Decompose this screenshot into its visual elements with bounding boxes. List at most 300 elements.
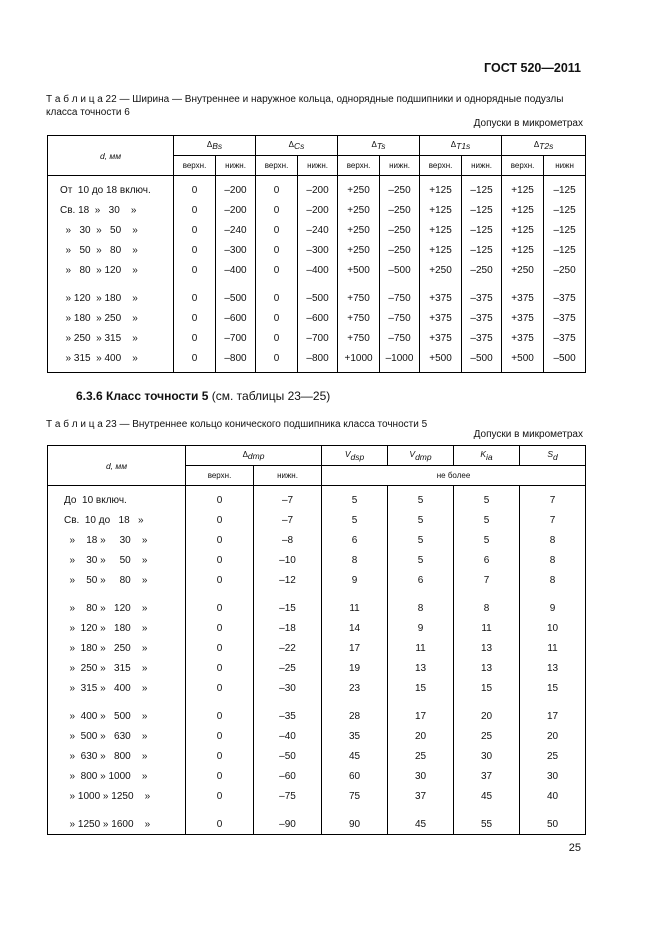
value-cell: 0 (186, 706, 254, 726)
size-range-cell: » 315 » 400 » (48, 678, 186, 698)
table-row (48, 200, 586, 220)
size-range-cell: » 18 » 30 » (48, 530, 186, 550)
table-23 (47, 445, 586, 835)
value-cell: 30 (454, 746, 520, 766)
spacer-cell (454, 698, 520, 706)
value-cell: –375 (462, 328, 502, 348)
spacer-cell (186, 698, 254, 706)
spacer-cell (388, 806, 454, 814)
value-cell: –375 (544, 288, 586, 308)
value-cell: 8 (520, 570, 586, 590)
table-row (48, 288, 586, 308)
value-cell: –75 (254, 786, 322, 806)
value-cell: 0 (186, 510, 254, 530)
table-row (48, 766, 586, 786)
sub-header: нижн (544, 156, 586, 176)
value-cell: –30 (254, 678, 322, 698)
value-cell: 5 (388, 510, 454, 530)
value-cell: +125 (502, 240, 544, 260)
value-cell: 5 (454, 530, 520, 550)
sub-header: нижн. (216, 156, 256, 176)
table-row (48, 570, 586, 590)
value-cell: –500 (298, 288, 338, 308)
size-range-cell: » 180 » 250 » (48, 638, 186, 658)
value-cell: +250 (338, 176, 380, 201)
value-cell: 0 (174, 240, 216, 260)
value-cell: 0 (256, 240, 298, 260)
table-row (48, 814, 586, 835)
value-cell: +375 (502, 328, 544, 348)
value-cell: 6 (454, 550, 520, 570)
spacer-cell (454, 590, 520, 598)
value-cell: –12 (254, 570, 322, 590)
value-cell: –375 (462, 288, 502, 308)
value-cell: 0 (256, 260, 298, 280)
value-cell: +250 (502, 260, 544, 280)
value-cell: –1000 (380, 348, 420, 373)
value-cell: –7 (254, 510, 322, 530)
table-row (48, 598, 586, 618)
spacer-cell (216, 280, 256, 288)
header-delta-t1s: $\Delta_{T1s}$ (420, 136, 502, 156)
value-cell: 0 (174, 328, 216, 348)
value-cell: –700 (216, 328, 256, 348)
value-cell: 45 (388, 814, 454, 835)
value-cell: +500 (420, 348, 462, 373)
table-row (48, 618, 586, 638)
value-cell: 8 (520, 550, 586, 570)
value-cell: 5 (322, 486, 388, 511)
value-cell: –400 (216, 260, 256, 280)
value-cell: –125 (462, 200, 502, 220)
spacer-cell (520, 698, 586, 706)
value-cell: 0 (174, 220, 216, 240)
sub-header: верхн. (174, 156, 216, 176)
size-range-cell: От 10 до 18 включ. (48, 176, 174, 201)
table-22 (47, 135, 586, 373)
header-d: d, мм (48, 136, 174, 176)
row-spacer (48, 698, 586, 706)
header-d: d, мм (48, 446, 186, 486)
value-cell: –250 (380, 220, 420, 240)
value-cell: –240 (298, 220, 338, 240)
value-cell: +125 (420, 176, 462, 201)
value-cell: –22 (254, 638, 322, 658)
value-cell: 0 (186, 570, 254, 590)
table-row (48, 240, 586, 260)
sub-header: нижн. (462, 156, 502, 176)
table-row (48, 348, 586, 373)
value-cell: 0 (256, 200, 298, 220)
value-cell: +375 (420, 288, 462, 308)
value-cell: +250 (338, 240, 380, 260)
value-cell: –250 (380, 240, 420, 260)
value-cell: –40 (254, 726, 322, 746)
value-cell: 0 (186, 746, 254, 766)
value-cell: 11 (454, 618, 520, 638)
value-cell: 0 (186, 530, 254, 550)
value-cell: +375 (502, 288, 544, 308)
value-cell: 0 (174, 308, 216, 328)
value-cell: 50 (520, 814, 586, 835)
value-cell: 0 (256, 308, 298, 328)
size-range-cell: » 80 » 120 » (48, 598, 186, 618)
spacer-cell (48, 280, 174, 288)
value-cell: 17 (388, 706, 454, 726)
value-cell: 10 (520, 618, 586, 638)
value-cell: –125 (544, 240, 586, 260)
table-23-caption: Т а б л и ц а 23 — Внутреннее кольцо конического подшипника класса точности 5 (46, 419, 428, 430)
value-cell: +250 (338, 200, 380, 220)
value-cell: –15 (254, 598, 322, 618)
value-cell: –125 (462, 240, 502, 260)
sub-header: нижн. (380, 156, 420, 176)
value-cell: 11 (322, 598, 388, 618)
value-cell: 5 (454, 510, 520, 530)
value-cell: –500 (216, 288, 256, 308)
size-range-cell: » 120 » 180 » (48, 288, 174, 308)
spacer-cell (462, 280, 502, 288)
table-row (48, 746, 586, 766)
value-cell: 0 (186, 618, 254, 638)
value-cell: –500 (544, 348, 586, 373)
value-cell: 0 (186, 726, 254, 746)
size-range-cell: » 30 » 50 » (48, 550, 186, 570)
value-cell: 8 (520, 530, 586, 550)
table-row (48, 328, 586, 348)
value-cell: 20 (520, 726, 586, 746)
spacer-cell (420, 280, 462, 288)
sub-header: верхн. (338, 156, 380, 176)
spacer-cell (48, 806, 186, 814)
size-range-cell: » 80 » 120 » (48, 260, 174, 280)
value-cell: 0 (186, 786, 254, 806)
value-cell: –375 (544, 308, 586, 328)
table-row (48, 726, 586, 746)
table-row (48, 530, 586, 550)
table-row (48, 260, 586, 280)
document-number: ГОСТ 520—2011 (484, 61, 581, 75)
value-cell: 0 (174, 288, 216, 308)
value-cell: +125 (502, 176, 544, 201)
value-cell: 0 (174, 200, 216, 220)
sub-header: верхн. (420, 156, 462, 176)
value-cell: –200 (298, 176, 338, 201)
spacer-cell (254, 590, 322, 598)
value-cell: –700 (298, 328, 338, 348)
spacer-cell (380, 280, 420, 288)
value-cell: 15 (520, 678, 586, 698)
value-cell: 13 (520, 658, 586, 678)
size-range-cell: » 30 » 50 » (48, 220, 174, 240)
header-delta-cs: $\Delta_{Cs}$ (256, 136, 338, 156)
value-cell: –18 (254, 618, 322, 638)
value-cell: 30 (520, 766, 586, 786)
size-range-cell: » 250 » 315 » (48, 658, 186, 678)
value-cell: –600 (216, 308, 256, 328)
value-cell: 0 (186, 598, 254, 618)
value-cell: –35 (254, 706, 322, 726)
table-22-caption: Т а б л и ц а 22 — Ширина — Внутреннее и наружное кольца, однорядные подшипники и однорядные подузлы класса точности 6 (46, 94, 564, 118)
value-cell: +250 (420, 260, 462, 280)
value-cell: 20 (454, 706, 520, 726)
value-cell: 37 (454, 766, 520, 786)
value-cell: –250 (544, 260, 586, 280)
table-23-units: Допуски в микрометрах (473, 429, 583, 440)
size-range-cell: » 120 » 180 » (48, 618, 186, 638)
value-cell: 8 (454, 598, 520, 618)
header-vdmp: $V_{dmp}$ (388, 446, 454, 466)
value-cell: 25 (520, 746, 586, 766)
value-cell: 90 (322, 814, 388, 835)
value-cell: –125 (462, 176, 502, 201)
value-cell: 7 (454, 570, 520, 590)
value-cell: 30 (388, 766, 454, 786)
table-22-units: Допуски в микрометрах (473, 118, 583, 129)
value-cell: –10 (254, 550, 322, 570)
value-cell: 25 (454, 726, 520, 746)
value-cell: 23 (322, 678, 388, 698)
value-cell: 0 (186, 658, 254, 678)
header-kia: $K_{ia}$ (454, 446, 520, 466)
spacer-cell (388, 590, 454, 598)
size-range-cell: » 800 » 1000 » (48, 766, 186, 786)
spacer-cell (322, 698, 388, 706)
spacer-cell (48, 590, 186, 598)
value-cell: –125 (544, 176, 586, 201)
header-delta-bs: $\Delta_{Bs}$ (174, 136, 256, 156)
table-row (48, 486, 586, 511)
value-cell: 28 (322, 706, 388, 726)
value-cell: 17 (322, 638, 388, 658)
value-cell: 9 (388, 618, 454, 638)
value-cell: +125 (420, 200, 462, 220)
table-row (48, 550, 586, 570)
value-cell: 75 (322, 786, 388, 806)
row-spacer (48, 590, 586, 598)
value-cell: 0 (174, 176, 216, 201)
value-cell: –8 (254, 530, 322, 550)
value-cell: +500 (502, 348, 544, 373)
spacer-cell (174, 280, 216, 288)
size-range-cell: » 250 » 315 » (48, 328, 174, 348)
spacer-cell (186, 590, 254, 598)
value-cell: 5 (388, 530, 454, 550)
size-range-cell: Св. 18 » 30 » (48, 200, 174, 220)
value-cell: +1000 (338, 348, 380, 373)
header-sd: $S_d$ (520, 446, 586, 466)
table-row (48, 176, 586, 201)
value-cell: –25 (254, 658, 322, 678)
sub-header: верхн. (502, 156, 544, 176)
spacer-cell (520, 806, 586, 814)
value-cell: 8 (322, 550, 388, 570)
value-cell: –375 (544, 328, 586, 348)
spacer-cell (520, 590, 586, 598)
size-range-cell: » 1250 » 1600 » (48, 814, 186, 835)
spacer-cell (322, 806, 388, 814)
value-cell: 25 (388, 746, 454, 766)
value-cell: 0 (174, 260, 216, 280)
value-cell: –800 (298, 348, 338, 373)
value-cell: –125 (544, 220, 586, 240)
value-cell: –250 (462, 260, 502, 280)
value-cell: –750 (380, 308, 420, 328)
value-cell: 37 (388, 786, 454, 806)
value-cell: 5 (454, 486, 520, 511)
spacer-cell (454, 806, 520, 814)
value-cell: 19 (322, 658, 388, 678)
value-cell: 0 (186, 486, 254, 511)
value-cell: 6 (388, 570, 454, 590)
value-cell: +500 (338, 260, 380, 280)
value-cell: –800 (216, 348, 256, 373)
value-cell: –500 (462, 348, 502, 373)
value-cell: –300 (216, 240, 256, 260)
size-range-cell: » 50 » 80 » (48, 570, 186, 590)
size-range-cell: Св. 10 до 18 » (48, 510, 186, 530)
value-cell: 0 (256, 176, 298, 201)
table-row (48, 308, 586, 328)
row-spacer (48, 806, 586, 814)
value-cell: 15 (388, 678, 454, 698)
value-cell: +750 (338, 328, 380, 348)
value-cell: 45 (322, 746, 388, 766)
value-cell: 9 (520, 598, 586, 618)
value-cell: 6 (322, 530, 388, 550)
table-row (48, 706, 586, 726)
size-range-cell: » 1000 » 1250 » (48, 786, 186, 806)
spacer-cell (338, 280, 380, 288)
sub-header: нижн. (298, 156, 338, 176)
value-cell: –125 (462, 220, 502, 240)
value-cell: 0 (256, 348, 298, 373)
value-cell: +250 (338, 220, 380, 240)
spacer-cell (256, 280, 298, 288)
table-row (48, 510, 586, 530)
value-cell: +375 (420, 328, 462, 348)
value-cell: 5 (388, 550, 454, 570)
value-cell: –7 (254, 486, 322, 511)
size-range-cell: До 10 включ. (48, 486, 186, 511)
value-cell: 9 (322, 570, 388, 590)
value-cell: 8 (388, 598, 454, 618)
table-row (48, 638, 586, 658)
value-cell: 5 (322, 510, 388, 530)
value-cell: 17 (520, 706, 586, 726)
value-cell: +375 (420, 308, 462, 328)
value-cell: 7 (520, 510, 586, 530)
value-cell: 15 (454, 678, 520, 698)
value-cell: –200 (216, 176, 256, 201)
value-cell: 0 (186, 550, 254, 570)
value-cell: 45 (454, 786, 520, 806)
spacer-cell (388, 698, 454, 706)
page-number: 25 (568, 842, 581, 854)
section-heading: 6.3.6 Класс точности 5 (см. таблицы 23—25) (76, 389, 331, 403)
size-range-cell: » 400 » 500 » (48, 706, 186, 726)
value-cell: 0 (256, 288, 298, 308)
spacer-cell (298, 280, 338, 288)
size-range-cell: » 50 » 80 » (48, 240, 174, 260)
value-cell: –50 (254, 746, 322, 766)
spacer-cell (502, 280, 544, 288)
spacer-cell (186, 806, 254, 814)
value-cell: –200 (216, 200, 256, 220)
table-row (48, 678, 586, 698)
spacer-cell (322, 590, 388, 598)
value-cell: 0 (174, 348, 216, 373)
size-range-cell: » 315 » 400 » (48, 348, 174, 373)
value-cell: 13 (454, 638, 520, 658)
value-cell: 13 (454, 658, 520, 678)
value-cell: –60 (254, 766, 322, 786)
value-cell: +125 (502, 220, 544, 240)
value-cell: 13 (388, 658, 454, 678)
table-row (48, 658, 586, 678)
spacer-cell (254, 806, 322, 814)
value-cell: –750 (380, 288, 420, 308)
value-cell: 0 (186, 814, 254, 835)
value-cell: –750 (380, 328, 420, 348)
table-row (48, 220, 586, 240)
value-cell: +125 (502, 200, 544, 220)
sub-header: нижн. (254, 466, 322, 486)
size-range-cell: » 180 » 250 » (48, 308, 174, 328)
value-cell: 55 (454, 814, 520, 835)
sub-header: верхн. (186, 466, 254, 486)
value-cell: 0 (256, 328, 298, 348)
value-cell: 11 (520, 638, 586, 658)
value-cell: –500 (380, 260, 420, 280)
size-range-cell: » 630 » 800 » (48, 746, 186, 766)
sub-header: верхн. (256, 156, 298, 176)
value-cell: +125 (420, 240, 462, 260)
value-cell: 0 (186, 766, 254, 786)
value-cell: 0 (256, 220, 298, 240)
value-cell: 20 (388, 726, 454, 746)
value-cell: –375 (462, 308, 502, 328)
value-cell: 0 (186, 638, 254, 658)
spacer-cell (544, 280, 586, 288)
value-cell: –200 (298, 200, 338, 220)
value-cell: +750 (338, 308, 380, 328)
value-cell: +125 (420, 220, 462, 240)
value-cell: 60 (322, 766, 388, 786)
spacer-cell (254, 698, 322, 706)
value-cell: +750 (338, 288, 380, 308)
value-cell: –400 (298, 260, 338, 280)
not-more-label: не более (322, 466, 586, 486)
value-cell: 35 (322, 726, 388, 746)
header-delta-ts: $\Delta_{Ts}$ (338, 136, 420, 156)
value-cell: –600 (298, 308, 338, 328)
size-range-cell: » 500 » 630 » (48, 726, 186, 746)
spacer-cell (48, 698, 186, 706)
table-row (48, 786, 586, 806)
value-cell: –250 (380, 176, 420, 201)
header-vdsp: $V_{dsp}$ (322, 446, 388, 466)
value-cell: 14 (322, 618, 388, 638)
value-cell: 0 (186, 678, 254, 698)
header-delta-t2s: $\Delta_{T2s}$ (502, 136, 586, 156)
value-cell: 5 (388, 486, 454, 511)
value-cell: –125 (544, 200, 586, 220)
value-cell: 7 (520, 486, 586, 511)
value-cell: –250 (380, 200, 420, 220)
value-cell: –90 (254, 814, 322, 835)
value-cell: 11 (388, 638, 454, 658)
